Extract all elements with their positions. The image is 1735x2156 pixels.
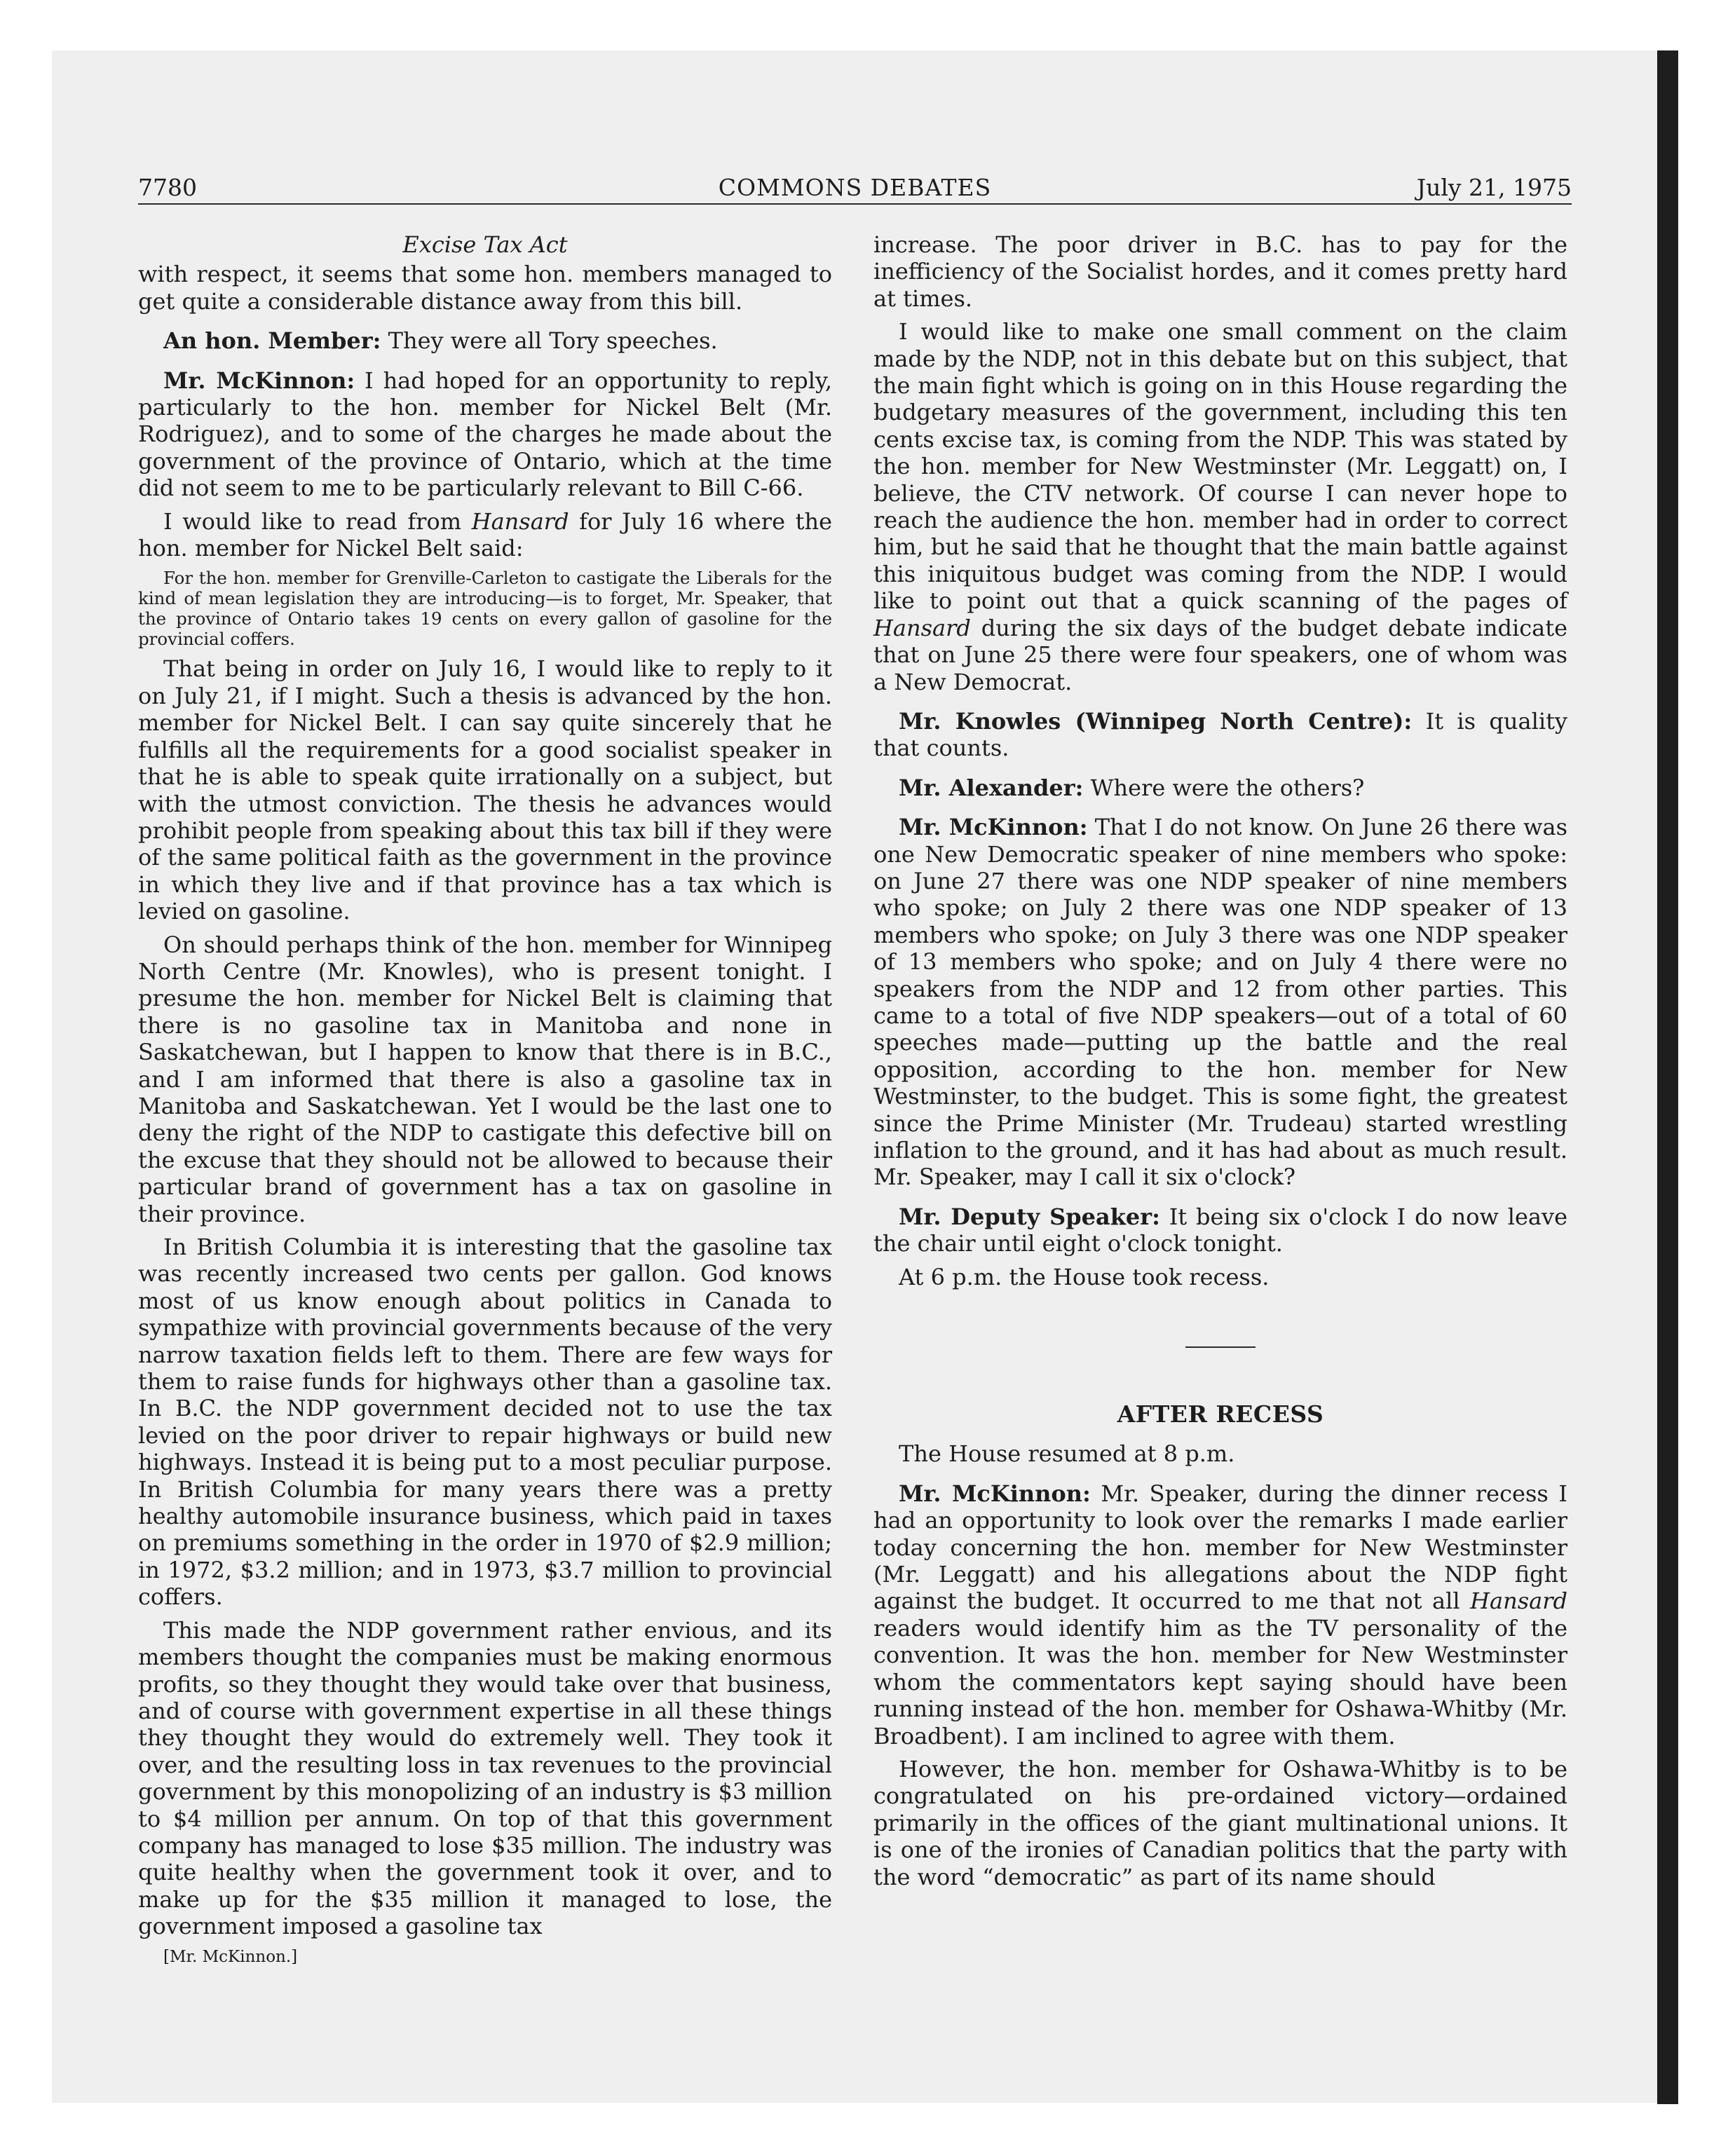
- paragraph: The House resumed at 8 p.m.: [899, 1440, 1235, 1468]
- speech-paragraph: [873, 775, 1567, 801]
- speech-text: Where were the others?: [1083, 774, 1365, 801]
- speech-paragraph: [138, 327, 832, 354]
- speech-paragraph: [873, 1480, 1567, 1749]
- speaker-name: An hon. Member:: [163, 327, 381, 355]
- speech-text: I had hoped for an opportunity to reply, particularly to the hon. member for Nickel Belt (Mr. Rodriguez), and to some of the charges he made about the government of the province of Ontario, which at the time did not seem to me to be particularly relevant to Bill C-66.: [138, 367, 833, 502]
- speech-paragraph: [873, 814, 1567, 1191]
- speaker-name: Mr. Deputy Speaker:: [899, 1203, 1160, 1230]
- running-head: Excise Tax Act: [402, 231, 568, 258]
- speech-paragraph: [873, 708, 1567, 762]
- text-run: readers would identify him as the TV personality of the convention. It was the hon. member for New Westminster whom the commentators kept saying should have been running instead of the hon. member for Oshawa-Whitby (Mr. Broadbent). I am inclined to agree with them.: [873, 1614, 1567, 1749]
- paragraph: On should perhaps think of the hon. member for Winnipeg North Centre (Mr. Knowles), who is present tonight. I presume the hon. member for Nickel Belt is claiming that there is no gasoline tax in Manitoba and none in Saskatchewan, but I happen to know that there is in B.C., and I am informed that there is also a gasoline tax in Manitoba and Saskatchewan. Yet I would be the last one to deny the right of the NDP to castigate this defective bill on the excuse that they should not be allowed to because their particular brand of government has a tax on gasoline in their province.: [138, 931, 832, 1227]
- speech-paragraph: [138, 367, 832, 502]
- section-divider: [1185, 1346, 1256, 1348]
- speech-text: They were all Tory speeches.: [381, 327, 718, 355]
- text-run: during the six days of the budget debate indicate that on June 25 there were four speakers, one of whom was a New Democrat.: [873, 614, 1567, 695]
- publication-title: COMMONS DEBATES: [718, 174, 992, 201]
- text-run: I would like to read from: [163, 507, 472, 535]
- speaker-name: Mr. McKinnon:: [163, 367, 355, 394]
- speaker-attribution: [Mr. McKinnon.]: [163, 1947, 298, 1966]
- section-heading: AFTER RECESS: [1117, 1400, 1324, 1428]
- hansard-italic: Hansard: [873, 614, 971, 641]
- block-quote: For the hon. member for Grenville-Carleton to castigate the Liberals for the kind of mean legislation they are introducing—is to forget, Mr. Speaker, that the province of Ontario takes 19 cents on every gallon of gasoline for the provincial coffers.: [138, 568, 832, 650]
- paragraph: However, the hon. member for Oshawa-Whitby is to be congratulated on his pre-ordained victory—ordained primarily in the offices of the giant multinational unions. It is one of the ironies of Canadian politics that the party with the word “democratic” as part of its name should: [873, 1755, 1567, 1890]
- paragraph: This made the NDP government rather envious, and its members thought the companies must be making enormous profits, so they thought they would take over that business, and of course with government expertise in all these things they thought they would do extremely well. They took it over, and the resulting loss in tax revenues to the provincial government by this monopolizing of an industry is $3 million to $4 million per annum. On top of that this government company has managed to lose $35 million. The industry was quite healthy when the government took it over, and to make up for the $35 million it managed to lose, the government imposed a gasoline tax: [138, 1616, 832, 1940]
- speech-text: It is quality that counts.: [873, 707, 1568, 762]
- paragraph: increase. The poor driver in B.C. has to pay for the inefficiency of the Socialist hordes, and it comes pretty hard at times.: [873, 231, 1567, 312]
- page-edge-shadow: [1657, 50, 1678, 2104]
- speech-text: It being six o'clock I do now leave the chair until eight o'clock tonight.: [873, 1203, 1568, 1257]
- paragraph: [138, 508, 832, 562]
- paragraph: with respect, it seems that some hon. members managed to get quite a considerable distance away from this bill.: [138, 261, 832, 315]
- paragraph: At 6 p.m. the House took recess.: [899, 1263, 1270, 1290]
- speaker-name: Mr. McKinnon:: [899, 1480, 1091, 1507]
- text-run: I would like to make one small comment on the claim made by the NDP, not in this debate but on this subject, that the main fight which is going on in this House regarding the budgetary measures of the government, including this ten cents excise tax, is coming from the NDP. This was stated by the hon. member for New Westminster (Mr. Leggatt) on, I believe, the CTV network. Of course I can never hope to reach the audience the hon. member had in order to correct him, but he said that he thought that the main battle against this iniquitous budget was coming from the NDP. I would like to point out that a quick scanning of the pages of: [873, 318, 1567, 615]
- paragraph: In British Columbia it is interesting that the gasoline tax was recently increased two cents per gallon. God knows most of us know enough about politics in Canada to sympathize with provincial governments because of the very narrow taxation fields left to them. There are few ways for them to raise funds for highways other than a gasoline tax. In B.C. the NDP government decided not to use the tax levied on the poor driver to repair highways or build new highways. Instead it is being put to a most peculiar purpose. In British Columbia for many years there was a pretty healthy automobile insurance business, which paid in taxes on premiums something in the order in 1970 of $2.9 million; in 1972, $3.2 million; and in 1973, $3.7 million to provincial coffers.: [138, 1234, 832, 1611]
- page-date: July 21, 1975: [1416, 174, 1572, 201]
- paragraph: [873, 318, 1567, 695]
- hansard-italic: Hansard: [1470, 1588, 1567, 1615]
- speech-text: That I do not know. On June 26 there was one New Democratic speaker of nine members who spoke: on June 27 there was one NDP speaker of nine members who spoke; on July 2 there was one NDP speaker of 13 members who spoke; on July 3 there was one NDP speaker of 13 members who spoke; and on July 4 there were no speakers from the NDP and 12 from other parties. This came to a total of five NDP speakers—out of a total of 60 speeches made—putting up the battle and the real opposition, according to the hon. member for New Westminster, to the budget. This is some fight, the greatest since the Prime Minister (Mr. Trudeau) started wrestling inflation to the ground, and it has had about as much result. Mr. Speaker, may I call it six o'clock?: [873, 814, 1568, 1191]
- speaker-name: Mr. McKinnon:: [899, 814, 1088, 841]
- page-number: 7780: [138, 174, 197, 201]
- speech-paragraph: [873, 1203, 1567, 1257]
- header-rule: [138, 203, 1572, 205]
- left-column: [138, 231, 832, 1974]
- paragraph: That being in order on July 16, I would like to reply to it on July 21, if I might. Such a thesis is advanced by the hon. member for Nickel Belt. I can say quite sincerely that he fulfills all the requirements for a good socialist speaker in that he is able to speak quite irrationally on a subject, but with the utmost conviction. The thesis he advances would prohibit people from speaking about this tax bill if they were of the same political faith as the government in the province in which they live and if that province has a tax which is levied on gasoline.: [138, 655, 832, 925]
- speaker-name: Mr. Knowles (Winnipeg North Centre):: [899, 707, 1413, 735]
- text-run: Mr. Speaker, during the dinner recess I had an opportunity to look over the remarks I made earlier today concerning the hon. member for New Westminster (Mr. Leggatt) and his allegations about the NDP fight against the budget. It occurred to me that not all: [873, 1480, 1568, 1615]
- speaker-name: Mr. Alexander:: [899, 774, 1084, 801]
- text-run: for July 16 where the hon. member for Nickel Belt said:: [138, 507, 833, 562]
- page-header: [138, 172, 1572, 203]
- hansard-italic: Hansard: [471, 507, 569, 535]
- right-column: [873, 231, 1567, 1897]
